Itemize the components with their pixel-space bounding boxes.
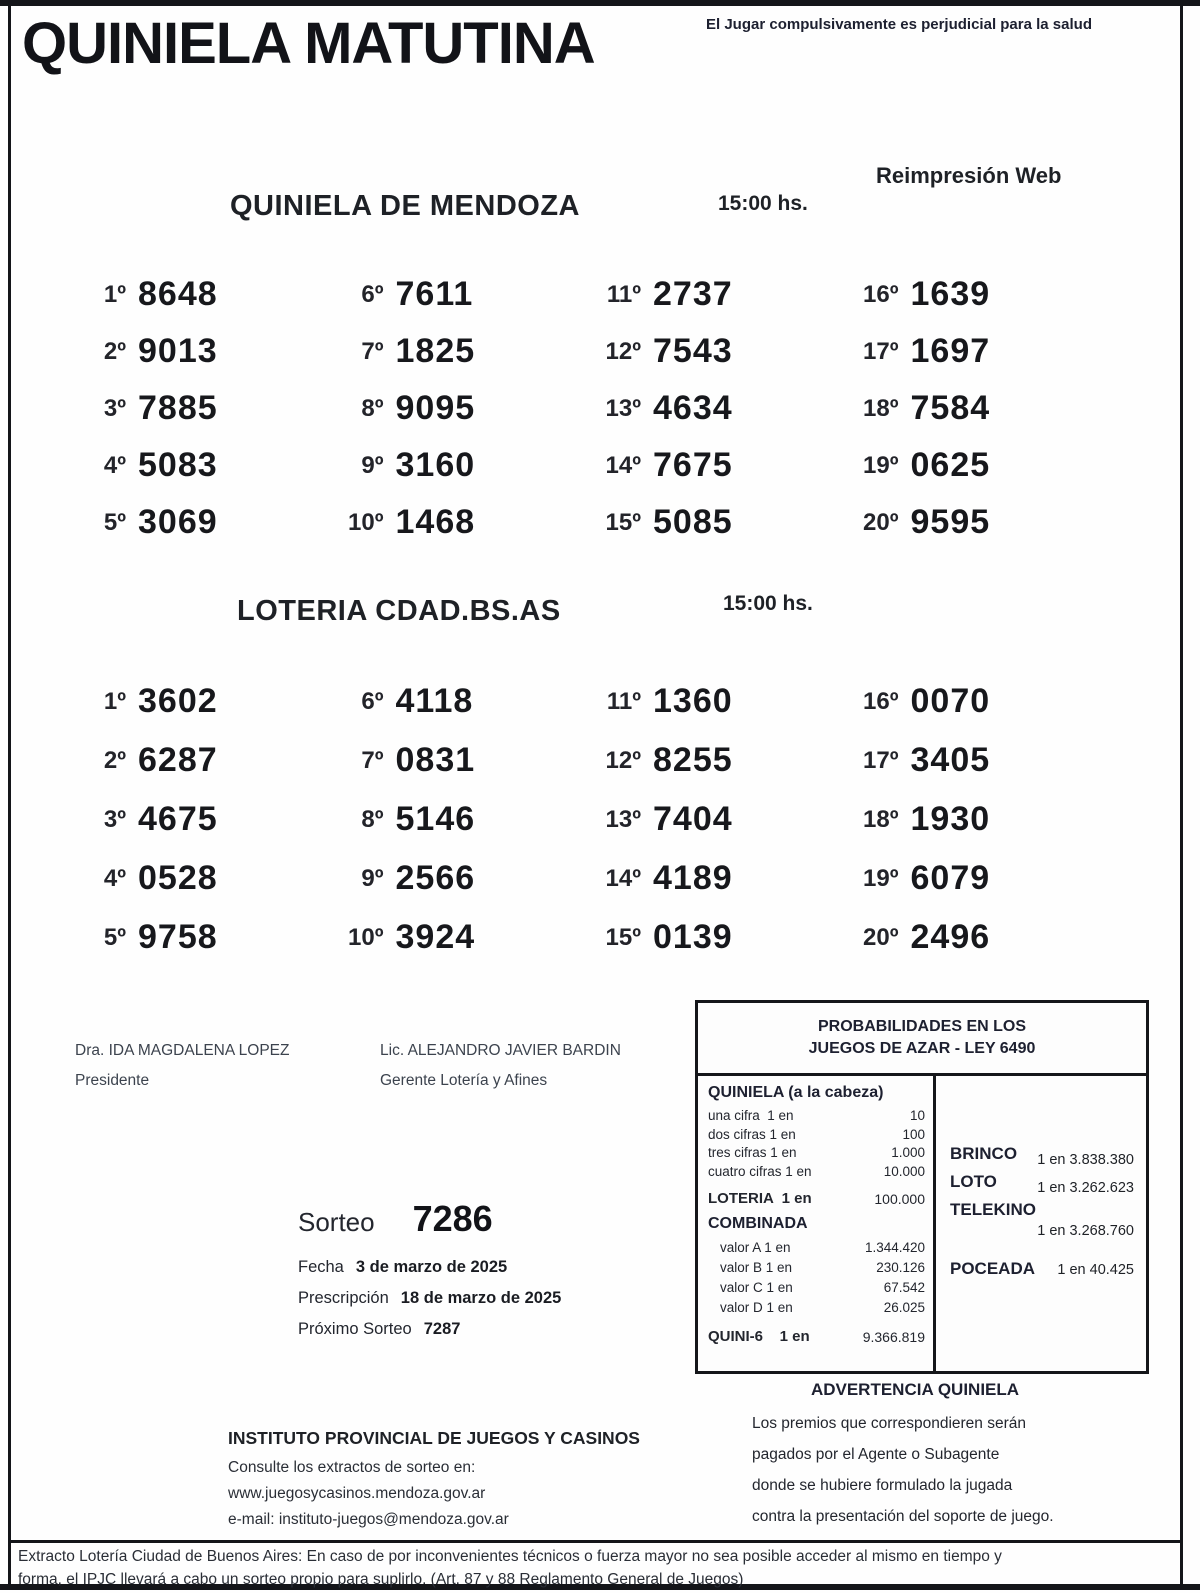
result-6º [300, 672, 558, 731]
result-position: 4º [103, 451, 126, 479]
signatory-manager-name: Lic. ALEJANDRO JAVIER BARDIN [380, 1042, 621, 1059]
probability-label: cuatro cifras 1 en [708, 1163, 812, 1179]
result-12º [557, 731, 815, 790]
advertencia-line: donde se hubiere formulado la jugada [752, 1477, 1013, 1494]
result-position: 14º [605, 864, 641, 892]
result-position: 18º [863, 805, 899, 833]
probability-value: 230.126 [876, 1259, 925, 1275]
result-number: 3405 [910, 741, 991, 779]
result-number: 5085 [653, 503, 733, 541]
result-number: 5146 [395, 800, 476, 838]
result-18º [815, 380, 1073, 437]
game-odds-value: 1 en 40.425 [1057, 1262, 1134, 1278]
result-2º [42, 323, 300, 380]
combinada-odds-rows [708, 1238, 925, 1318]
result-position: 6º [361, 687, 384, 715]
result-position: 3º [103, 805, 126, 833]
result-position: 18º [863, 394, 899, 422]
result-number: 9595 [910, 503, 991, 541]
result-number: 3160 [395, 446, 476, 484]
result-number: 0070 [910, 682, 991, 720]
result-4º [42, 437, 300, 494]
result-number: 4189 [653, 859, 733, 897]
result-number: 9095 [395, 389, 476, 427]
sorteo-label: Sorteo [298, 1207, 375, 1237]
result-position: 1º [103, 280, 126, 308]
result-16º [815, 266, 1073, 323]
probabilities-title-line2: JUEGOS DE AZAR - LEY 6490 [808, 1040, 1036, 1057]
game-name: TELEKINO [950, 1200, 1036, 1219]
institute-consult-line: Consulte los extractos de sorteo en: [228, 1459, 476, 1476]
result-number: 9013 [138, 332, 218, 370]
result-position: 12º [605, 337, 641, 365]
result-3º [42, 380, 300, 437]
fecha-label: Fecha [298, 1258, 344, 1276]
result-14º [557, 849, 815, 908]
institute-website: www.juegosycasinos.mendoza.gov.ar [228, 1485, 486, 1502]
result-9º [300, 849, 558, 908]
advertencia-line: pagados por el Agente o Subagente [752, 1446, 1000, 1463]
probability-label: valor B 1 en [720, 1259, 793, 1275]
result-position: 7º [361, 337, 384, 365]
loteria-odds-value: 100.000 [874, 1191, 925, 1207]
probability-value: 10.000 [883, 1163, 925, 1179]
result-20º [815, 908, 1073, 967]
probability-value: 67.542 [883, 1279, 925, 1295]
signatory-manager-role: Gerente Lotería y Afines [380, 1072, 548, 1089]
probability-row [720, 1238, 925, 1258]
quini6-odds-label: QUINI-6 1 en [708, 1327, 810, 1345]
institute-name: INSTITUTO PROVINCIAL DE JUEGOS Y CASINOS [228, 1428, 640, 1448]
result-number: 1360 [653, 682, 733, 720]
result-15º [557, 908, 815, 967]
prescripcion-value: 18 de marzo de 2025 [400, 1289, 562, 1307]
probability-row [708, 1107, 925, 1126]
result-position: 16º [863, 280, 899, 308]
result-5º [42, 908, 300, 967]
probability-value: 1.344.420 [864, 1239, 925, 1255]
result-position: 11º [606, 280, 641, 308]
result-position: 20º [863, 923, 899, 951]
result-18º [815, 790, 1073, 849]
result-position: 5º [103, 508, 126, 536]
result-position: 3º [103, 394, 126, 422]
result-17º [815, 323, 1073, 380]
result-number: 3602 [138, 682, 218, 720]
gambling-warning: El Jugar compulsivamente es perjudicial para la salud [706, 16, 1092, 33]
probabilities-title-line1: PROBABILIDADES EN LOS [817, 1018, 1026, 1035]
prescripcion-row [298, 1289, 561, 1308]
probabilities-right-column [936, 1076, 1146, 1371]
result-1º [42, 672, 300, 731]
result-position: 14º [605, 451, 641, 479]
result-number: 2566 [395, 859, 476, 897]
result-14º [557, 437, 815, 494]
game-odds-telekino [950, 1200, 1134, 1220]
draw-title-mendoza: QUINIELA DE MENDOZA [230, 190, 580, 222]
result-number: 1930 [910, 800, 991, 838]
result-position: 19º [863, 864, 899, 892]
advertencia-line: Los premios que correspondieren serán [752, 1415, 1026, 1432]
proximo-sorteo-value: 7287 [423, 1320, 461, 1338]
result-number: 2737 [653, 275, 733, 313]
result-number: 8255 [653, 741, 733, 779]
result-number: 7885 [138, 389, 218, 427]
prescripcion-label: Prescripción [298, 1289, 389, 1307]
probability-label: valor C 1 en [720, 1279, 793, 1295]
result-7º [300, 323, 558, 380]
result-19º [815, 849, 1073, 908]
footer-separator [8, 1540, 1183, 1543]
result-19º [815, 437, 1073, 494]
result-number: 9758 [138, 918, 218, 956]
advertencia-title: ADVERTENCIA QUINIELA [810, 1380, 1020, 1399]
signatory-president-role: Presidente [75, 1072, 150, 1089]
result-8º [300, 380, 558, 437]
result-position: 2º [103, 337, 126, 365]
result-position: 10º [348, 508, 384, 536]
loteria-odds-label: LOTERIA 1 en [708, 1190, 812, 1207]
game-odds-loto [950, 1172, 1134, 1196]
advertencia-line: contra la presentación del soporte de juego. [752, 1508, 1054, 1525]
result-number: 7543 [653, 332, 733, 370]
results-grid-mendoza [42, 266, 1072, 551]
result-position: 16º [863, 687, 899, 715]
institute-email: e-mail: instituto-juegos@mendoza.gov.ar [228, 1511, 509, 1528]
result-20º [815, 494, 1073, 551]
result-8º [300, 790, 558, 849]
result-position: 5º [103, 923, 126, 951]
quini6-odds-value: 9.366.819 [862, 1328, 925, 1345]
result-number: 4634 [653, 389, 733, 427]
game-name: POCEADA [950, 1259, 1036, 1278]
result-number: 4675 [138, 800, 218, 838]
game-name: BRINCO [950, 1144, 1018, 1163]
result-11º [557, 672, 815, 731]
result-number: 6079 [910, 859, 991, 897]
game-odds-value: 1 en 3.262.623 [1037, 1180, 1134, 1196]
loteria-odds-row [708, 1190, 925, 1209]
result-3º [42, 790, 300, 849]
result-position: 15º [605, 508, 641, 536]
result-16º [815, 672, 1073, 731]
quini6-odds-row [708, 1328, 925, 1347]
result-10º [300, 908, 558, 967]
result-position: 4º [103, 864, 126, 892]
fecha-row [298, 1258, 507, 1277]
result-17º [815, 731, 1073, 790]
result-position: 11º [606, 687, 641, 715]
probability-label: tres cifras 1 en [708, 1145, 797, 1160]
result-position: 2º [103, 746, 126, 774]
result-position: 10º [348, 923, 384, 951]
probability-value: 1.000 [891, 1145, 925, 1160]
probability-value: 10 [909, 1108, 925, 1123]
result-number: 1825 [395, 332, 476, 370]
result-12º [557, 323, 815, 380]
result-13º [557, 380, 815, 437]
proximo-sorteo-label: Próximo Sorteo [298, 1320, 412, 1338]
result-number: 7675 [653, 446, 733, 484]
draw-time-cdadbsas: 15:00 hs. [723, 592, 813, 615]
result-position: 9º [361, 451, 384, 479]
quiniela-odds-header: QUINIELA (a la cabeza) [708, 1084, 884, 1101]
game-odds-brinco [950, 1144, 1134, 1168]
result-position: 17º [863, 746, 899, 774]
results-grid-cdadbsas [42, 672, 1072, 967]
result-number: 4118 [395, 682, 474, 720]
probability-label: dos cifras 1 en [708, 1126, 796, 1142]
probabilities-left-column [698, 1076, 936, 1371]
fecha-value: 3 de marzo de 2025 [355, 1258, 508, 1276]
result-number: 0831 [395, 741, 476, 779]
result-position: 19º [863, 451, 899, 479]
result-position: 8º [361, 805, 384, 833]
draw-title-cdadbsas: LOTERIA CDAD.BS.AS [237, 595, 561, 627]
result-number: 1639 [910, 275, 991, 313]
result-number: 7584 [910, 389, 991, 427]
frame-top-border [0, 0, 1200, 6]
result-number: 7404 [653, 800, 733, 838]
result-11º [557, 266, 815, 323]
result-13º [557, 790, 815, 849]
probability-value: 100 [902, 1126, 925, 1142]
result-position: 15º [605, 923, 641, 951]
game-odds-value: 1 en 3.838.380 [1037, 1152, 1134, 1168]
advertencia-body [752, 1408, 1152, 1532]
result-position: 7º [361, 746, 384, 774]
result-number: 7611 [395, 275, 474, 313]
result-position: 1º [103, 687, 126, 715]
result-number: 1468 [395, 503, 476, 541]
reprint-label: Reimpresión Web [876, 163, 1062, 188]
probability-value: 26.025 [883, 1299, 925, 1315]
result-5º [42, 494, 300, 551]
result-position: 9º [361, 864, 384, 892]
probability-row [708, 1126, 925, 1145]
frame-right-border [1180, 0, 1183, 1590]
probability-row [720, 1258, 925, 1278]
result-2º [42, 731, 300, 790]
result-position: 20º [863, 508, 899, 536]
footer-disclaimer-line1: Extracto Lotería Ciudad de Buenos Aires: En caso de por inconvenientes técnicos o fuerza mayor no sea posible acceder al mismo en tiempo y [18, 1548, 1002, 1565]
result-7º [300, 731, 558, 790]
probabilities-body-box [695, 1073, 1149, 1374]
probability-row [720, 1298, 925, 1318]
game-odds-poceada [950, 1259, 1134, 1279]
result-number: 6287 [138, 741, 218, 779]
result-number: 5083 [138, 446, 218, 484]
probability-row [708, 1144, 925, 1163]
quiniela-odds-rows [708, 1107, 925, 1181]
result-1º [42, 266, 300, 323]
result-position: 13º [605, 394, 641, 422]
result-10º [300, 494, 558, 551]
probability-row [708, 1163, 925, 1182]
result-4º [42, 849, 300, 908]
result-number: 2496 [910, 918, 991, 956]
result-15º [557, 494, 815, 551]
signatory-president-name: Dra. IDA MAGDALENA LOPEZ [75, 1042, 290, 1059]
result-number: 1697 [910, 332, 991, 370]
game-name: LOTO [950, 1172, 997, 1191]
proximo-sorteo-row [298, 1320, 460, 1339]
footer-disclaimer-line2: forma, el IPJC llevará a cabo un sorteo propio para suplirlo. (Art. 87 y 88 Reglamento General de Juegos) [18, 1571, 744, 1588]
sorteo-number: 7286 [412, 1198, 493, 1239]
result-number: 8648 [138, 275, 218, 313]
page-title: QUINIELA MATUTINA [22, 11, 595, 76]
probability-row [720, 1278, 925, 1298]
sorteo-row [298, 1198, 493, 1240]
result-9º [300, 437, 558, 494]
probability-label: valor A 1 en [720, 1239, 791, 1255]
result-number: 0528 [138, 859, 218, 897]
probability-label: una cifra 1 en [708, 1108, 794, 1123]
result-position: 12º [605, 746, 641, 774]
result-position: 8º [361, 394, 384, 422]
result-number: 0625 [910, 446, 991, 484]
result-number: 3924 [395, 918, 476, 956]
result-position: 13º [605, 805, 641, 833]
result-number: 3069 [138, 503, 218, 541]
result-position: 6º [361, 280, 384, 308]
draw-time-mendoza: 15:00 hs. [718, 192, 808, 215]
combinada-odds-header: COMBINADA [708, 1214, 808, 1232]
result-position: 17º [863, 337, 899, 365]
probabilities-header-box [695, 1000, 1149, 1076]
probability-label: valor D 1 en [720, 1299, 793, 1315]
frame-left-border [8, 0, 11, 1590]
game-odds-value: 1 en 3.268.760 [1037, 1223, 1134, 1239]
result-number: 0139 [653, 918, 733, 956]
result-6º [300, 266, 558, 323]
